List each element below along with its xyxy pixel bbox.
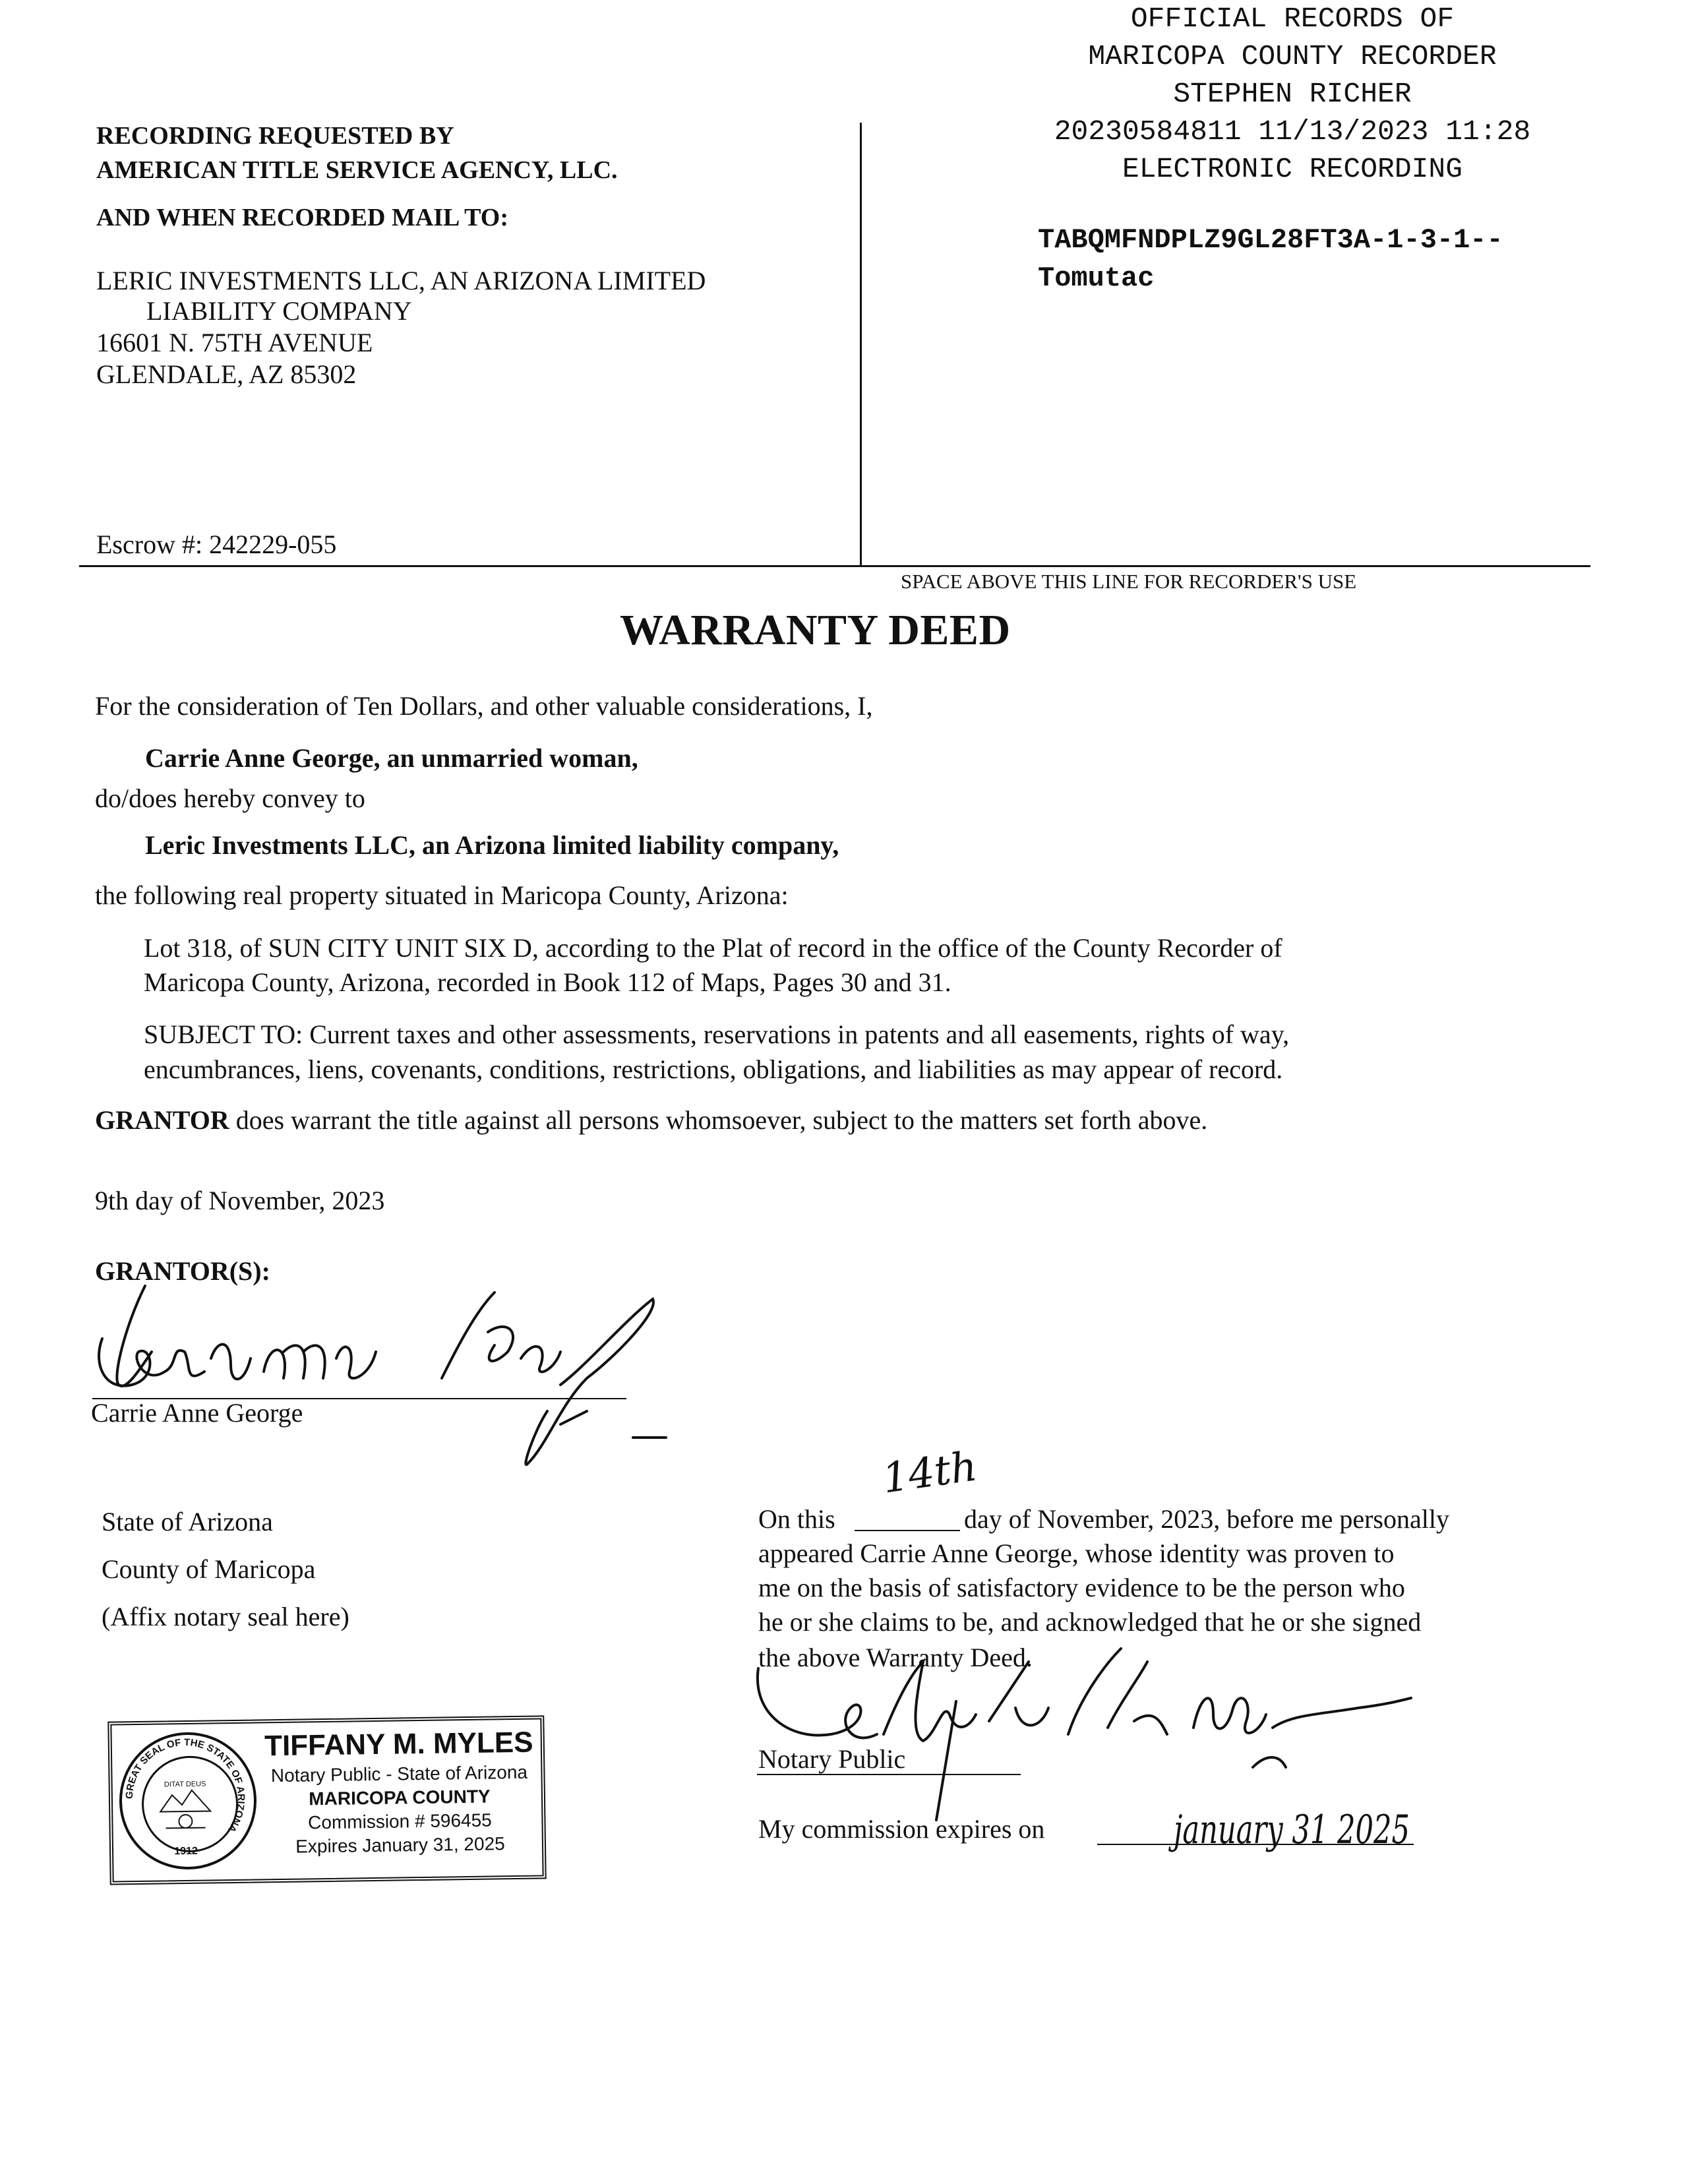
seal-ring-text: GREAT SEAL OF THE STATE OF ARIZONA <box>123 1736 247 1835</box>
seal-notary-name: TIFFANY M. MYLES <box>264 1726 533 1763</box>
recorder-line4: 20230584811 11/13/2023 11:28 <box>1054 115 1531 148</box>
recording-requested-company: AMERICAN TITLE SERVICE AGENCY, LLC. <box>96 156 618 184</box>
property-intro: the following real property situated in Maricopa County, Arizona: <box>95 880 789 910</box>
recording-requested-label: RECORDING REQUESTED BY <box>96 122 454 150</box>
seal-line4: Commission # 596455 <box>307 1809 492 1833</box>
commission-label: My commission expires on <box>758 1814 1045 1844</box>
state-seal-icon <box>119 1732 258 1871</box>
warranty-clause-grantor: GRANTOR <box>95 1105 229 1135</box>
notary-signature <box>738 1635 1437 1833</box>
seal-motto: DITAT DEUS <box>164 1780 206 1789</box>
notary-seal-stamp <box>107 1715 546 1885</box>
ack-line5: the above Warranty Deed. <box>758 1643 1033 1672</box>
ack-handwritten-day: 14th <box>879 1441 980 1503</box>
grantor-signed-name: Carrie Anne George <box>91 1398 303 1428</box>
recorder-line3: STEPHEN RICHER <box>1173 78 1412 110</box>
ack-line2: appeared Carrie Anne George, whose identity was proven to <box>758 1538 1395 1568</box>
recorder-line1: OFFICIAL RECORDS OF <box>1130 3 1455 35</box>
notary-state: State of Arizona <box>102 1507 273 1536</box>
notary-public-label: Notary Public <box>758 1744 906 1774</box>
ack-on-this: On this <box>758 1504 835 1534</box>
notary-affix-note: (Affix notary seal here) <box>102 1602 349 1631</box>
header-divider-right <box>860 565 1590 567</box>
convey-text: do/does hereby convey to <box>95 783 365 813</box>
mail-to-address-line1: 16601 N. 75TH AVENUE <box>96 328 373 357</box>
grantors-label: GRANTOR(S): <box>95 1256 270 1286</box>
warranty-clause <box>95 1105 1207 1136</box>
execution-date: 9th day of November, 2023 <box>95 1186 385 1215</box>
mail-to-name-line1: LERIC INVESTMENTS LLC, AN ARIZONA LIMITED <box>96 266 706 295</box>
legal-description-line1: Lot 318, of SUN CITY UNIT SIX D, according to the Plat of record in the office of the County Recorder of <box>144 933 1282 963</box>
recorder-code: TABQMFNDPLZ9GL28FT3A-1-3-1-- <box>1038 224 1503 256</box>
ack-line1: day of November, 2023, before me personally <box>964 1504 1449 1534</box>
seal-line5: Expires January 31, 2025 <box>295 1833 505 1857</box>
header-divider-left <box>79 565 861 567</box>
header-divider-vertical <box>860 123 862 566</box>
grantor-signature <box>86 1273 679 1484</box>
mail-to-label: AND WHEN RECORDED MAIL TO: <box>96 204 508 231</box>
subject-to-line2: encumbrances, liens, covenants, conditions, restrictions, obligations, and liabilities as may appear of record. <box>144 1054 1283 1084</box>
seal-line2: Notary Public - State of Arizona <box>270 1761 528 1786</box>
recorder-line5: ELECTRONIC RECORDING <box>1122 153 1463 185</box>
notary-county: County of Maricopa <box>102 1554 316 1584</box>
ack-line3: me on the basis of satisfactory evidence to be the person who <box>758 1573 1405 1602</box>
ack-line4: he or she claims to be, and acknowledged that he or she signed <box>758 1607 1422 1637</box>
mail-to-address-line2: GLENDALE, AZ 85302 <box>96 359 357 389</box>
grantee-name: Leric Investments LLC, an Arizona limited liability company, <box>145 830 839 860</box>
document-title: WARRANTY DEED <box>620 606 1011 654</box>
recorder-code2: Tomutac <box>1038 262 1155 294</box>
warranty-clause-text: does warrant the title against all persons whomsoever, subject to the matters set forth above. <box>229 1105 1208 1135</box>
seal-line3: MARICOPA COUNTY <box>309 1786 491 1809</box>
subject-to-line1: SUBJECT TO: Current taxes and other assessments, reservations in patents and all easements, rights of way, <box>144 1019 1290 1049</box>
mail-to-name-line2: LIABILITY COMPANY <box>146 296 412 326</box>
recorder-space-note: SPACE ABOVE THIS LINE FOR RECORDER'S USE <box>901 570 1357 593</box>
ack-day-line <box>855 1530 960 1531</box>
seal-ring-year: 1912 <box>174 1845 198 1858</box>
grantor-name: Carrie Anne George, an unmarried woman, <box>145 743 638 773</box>
consideration-text: For the consideration of Ten Dollars, and other valuable considerations, I, <box>95 691 873 721</box>
recorder-line2: MARICOPA COUNTY RECORDER <box>1088 40 1497 73</box>
commission-date-handwritten: january 31 2025 <box>1174 1807 1410 1853</box>
escrow-number: Escrow #: 242229-055 <box>96 530 337 559</box>
legal-description-line2: Maricopa County, Arizona, recorded in Book 112 of Maps, Pages 30 and 31. <box>144 967 951 997</box>
